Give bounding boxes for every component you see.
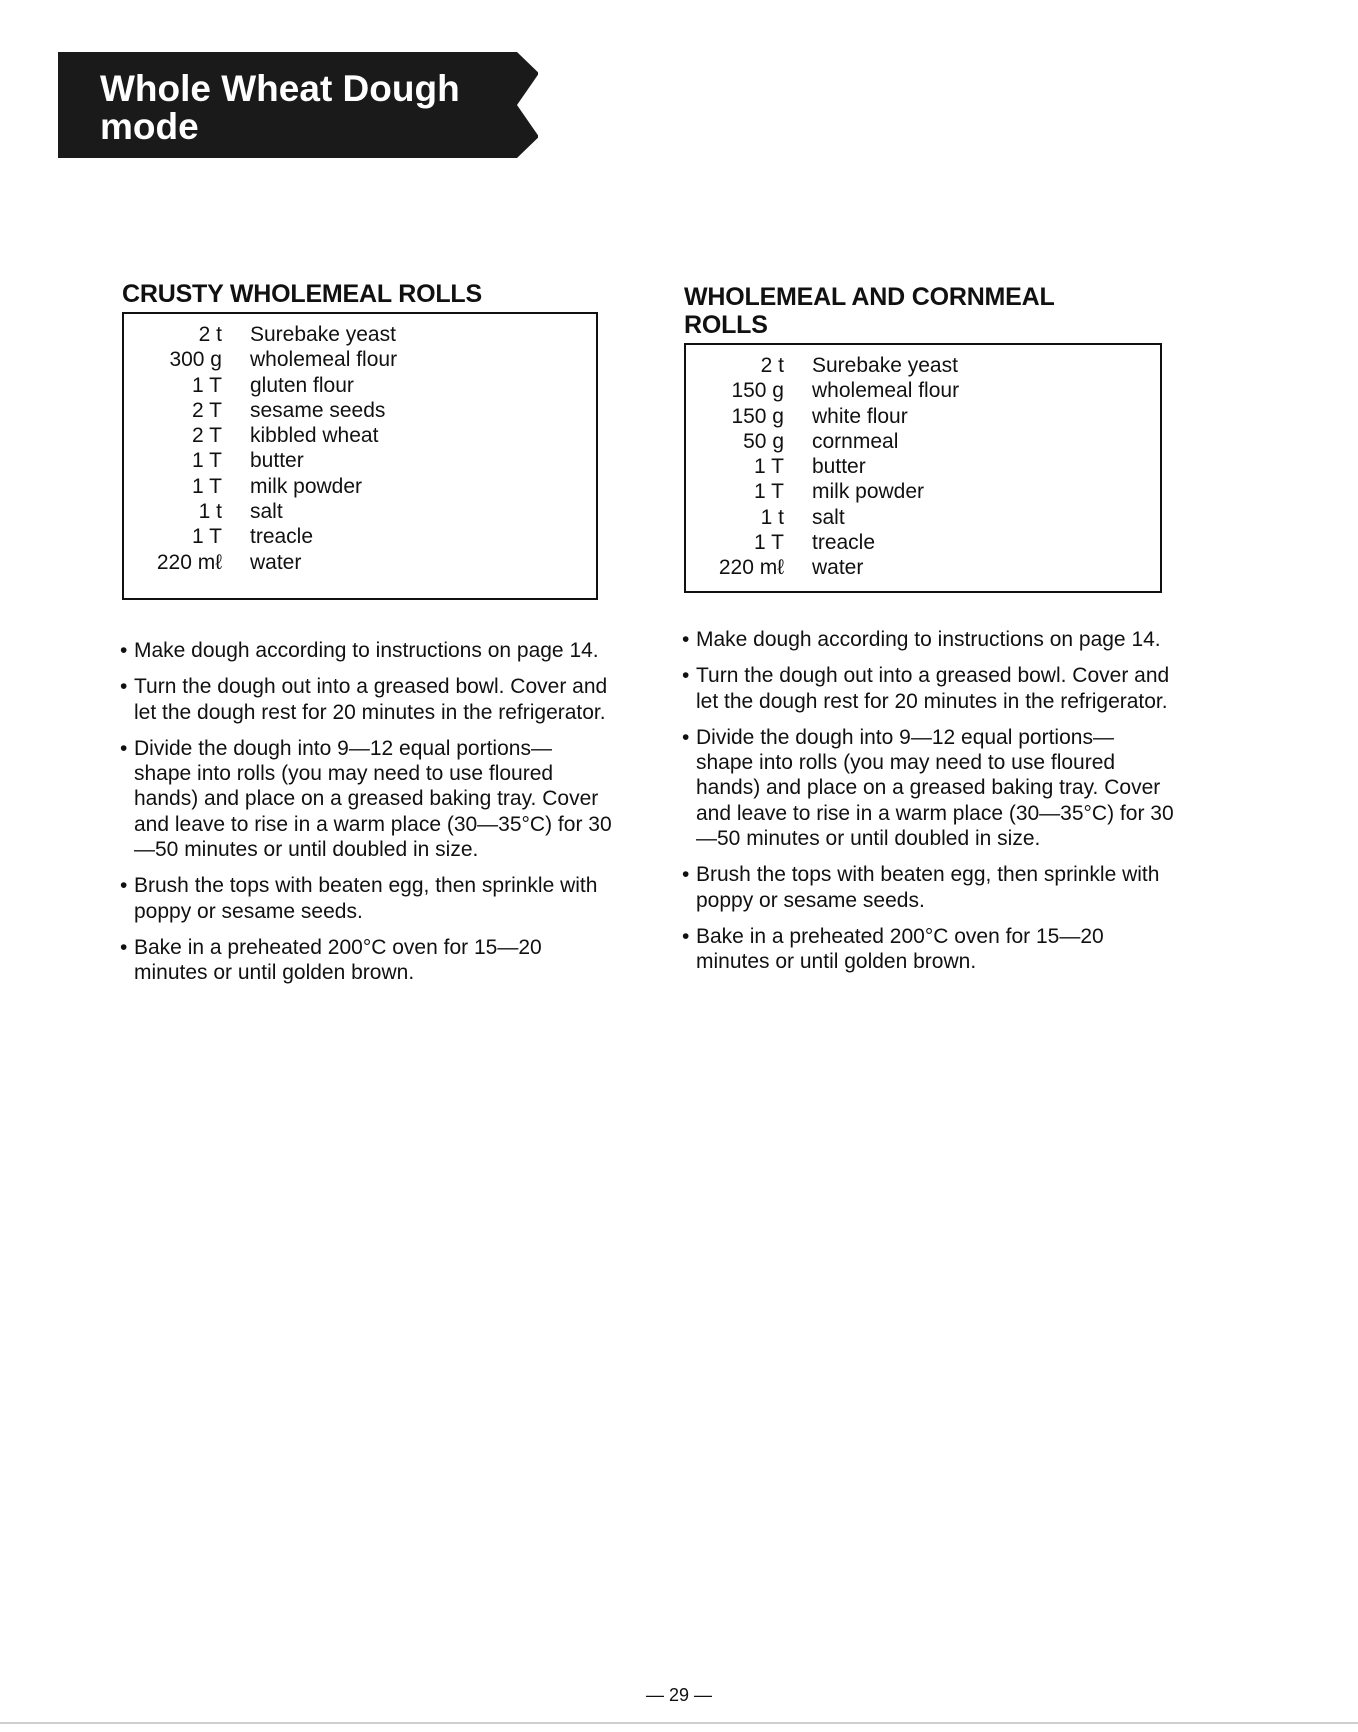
ingredient-name: treacle <box>812 531 876 555</box>
recipe-title <box>684 283 1174 339</box>
ingredient-quantity: 150 g <box>731 379 784 403</box>
ingredient-row <box>124 347 596 372</box>
ingredient-quantity: 300 g <box>169 348 222 372</box>
method-step: • Make dough according to instructions on page 14. <box>122 638 612 663</box>
ingredient-row <box>124 322 596 347</box>
ingredient-row <box>686 404 1160 429</box>
ingredient-name: water <box>250 550 302 574</box>
ingredient-quantity: 150 g <box>731 404 784 428</box>
ingredient-name: gluten flour <box>250 373 354 397</box>
section-header-banner <box>58 52 538 158</box>
ingredient-name: milk powder <box>250 474 363 498</box>
recipe-title <box>122 280 612 308</box>
recipe-title-line: ROLLS <box>684 311 768 339</box>
ingredient-name: butter <box>250 449 304 473</box>
recipe-title-line: CRUSTY WHOLEMEAL ROLLS <box>122 280 482 308</box>
method-step: • Bake in a preheated 200°C oven for 15—20 minutes or until golden brown. <box>684 924 1174 975</box>
ingredient-row <box>686 429 1160 454</box>
method-step: • Divide the dough into 9—12 equal portions— shape into rolls (you may need to use floured hands) and place on a greased baking tray. Cover and leave to rise in a warm place (30—35°C) for 30—50 minutes or until doubled in size. <box>684 725 1174 851</box>
method-steps <box>122 638 612 986</box>
ingredient-row <box>686 555 1160 580</box>
ingredient-name: kibbled wheat <box>250 424 379 448</box>
ingredient-name: milk powder <box>812 480 925 504</box>
ingredient-quantity: 1 T <box>192 373 222 397</box>
ingredient-row <box>686 454 1160 479</box>
ingredient-row <box>124 423 596 448</box>
ingredient-quantity: 1 t <box>760 505 784 529</box>
ingredient-quantity: 2 t <box>198 323 222 346</box>
ingredient-quantity: 220 mℓ <box>718 556 784 580</box>
section-title-line-2: mode <box>100 106 199 147</box>
ingredient-quantity: 1 T <box>754 531 784 555</box>
ingredient-name: salt <box>250 500 283 524</box>
ingredient-quantity: 1 t <box>198 500 222 524</box>
ingredient-quantity: 1 T <box>192 474 222 498</box>
ingredient-name: Surebake yeast <box>250 323 396 346</box>
ingredients-box <box>122 312 598 600</box>
page-number: — 29 — <box>645 1685 713 1705</box>
ingredient-name: treacle <box>250 525 314 549</box>
ingredient-quantity: 1 T <box>192 449 222 473</box>
ingredient-name: butter <box>812 455 866 479</box>
ingredient-name: white flour <box>812 404 908 428</box>
method-step: • Brush the tops with beaten egg, then sprinkle with poppy or sesame seeds. <box>684 862 1174 913</box>
section-title-line-1: Whole Wheat Dough <box>100 68 460 109</box>
method-step: • Divide the dough into 9—12 equal portions— shape into rolls (you may need to use floured hands) and place on a greased baking tray. Cover and leave to rise in a warm place (30—35°C) for 30—50 minutes or until doubled in size. <box>122 736 612 862</box>
ingredient-name: wholemeal flour <box>812 379 960 403</box>
method-step: • Turn the dough out into a greased bowl. Cover and let the dough rest for 20 minutes in the refrigerator. <box>684 663 1174 714</box>
ingredient-quantity: 50 g <box>743 429 784 453</box>
ingredient-quantity: 2 T <box>192 424 222 448</box>
ingredient-row <box>686 479 1160 504</box>
ingredient-row <box>124 474 596 499</box>
ingredient-row <box>686 530 1160 555</box>
ingredient-quantity: 1 T <box>754 455 784 479</box>
ingredient-name: sesame seeds <box>250 398 386 422</box>
ingredient-quantity: 2 T <box>192 398 222 422</box>
ingredient-row <box>686 378 1160 403</box>
recipe-crusty-wholemeal-rolls <box>122 280 612 997</box>
ingredients-box <box>684 343 1162 593</box>
ingredient-row <box>686 505 1160 530</box>
ingredient-name: water <box>812 556 864 580</box>
ingredient-row <box>124 373 596 398</box>
ingredient-name: wholemeal flour <box>250 348 398 372</box>
ingredient-row <box>124 448 596 473</box>
ingredient-row <box>124 524 596 549</box>
ingredient-quantity: 220 mℓ <box>156 550 222 574</box>
recipe-wholemeal-and-cornmeal-rolls <box>684 283 1174 986</box>
recipe-title-line: WHOLEMEAL AND CORNMEAL <box>684 283 1055 311</box>
method-step: • Make dough according to instructions on page 14. <box>684 627 1174 652</box>
method-step: • Bake in a preheated 200°C oven for 15—20 minutes or until golden brown. <box>122 935 612 986</box>
ingredient-name: Surebake yeast <box>812 354 958 377</box>
ingredient-row <box>124 550 596 575</box>
method-steps <box>684 627 1174 975</box>
method-step: • Turn the dough out into a greased bowl. Cover and let the dough rest for 20 minutes in the refrigerator. <box>122 674 612 725</box>
ingredient-row <box>124 398 596 423</box>
ingredient-quantity: 1 T <box>754 480 784 504</box>
ingredient-name: cornmeal <box>812 429 899 453</box>
ingredient-row <box>124 499 596 524</box>
ingredient-name: salt <box>812 505 845 529</box>
ingredient-row <box>686 353 1160 378</box>
method-step: • Brush the tops with beaten egg, then sprinkle with poppy or sesame seeds. <box>122 873 612 924</box>
section-title <box>100 70 460 146</box>
ingredient-quantity: 1 T <box>192 525 222 549</box>
ingredient-quantity: 2 t <box>760 354 784 377</box>
page-bottom-rule <box>0 1722 1358 1724</box>
